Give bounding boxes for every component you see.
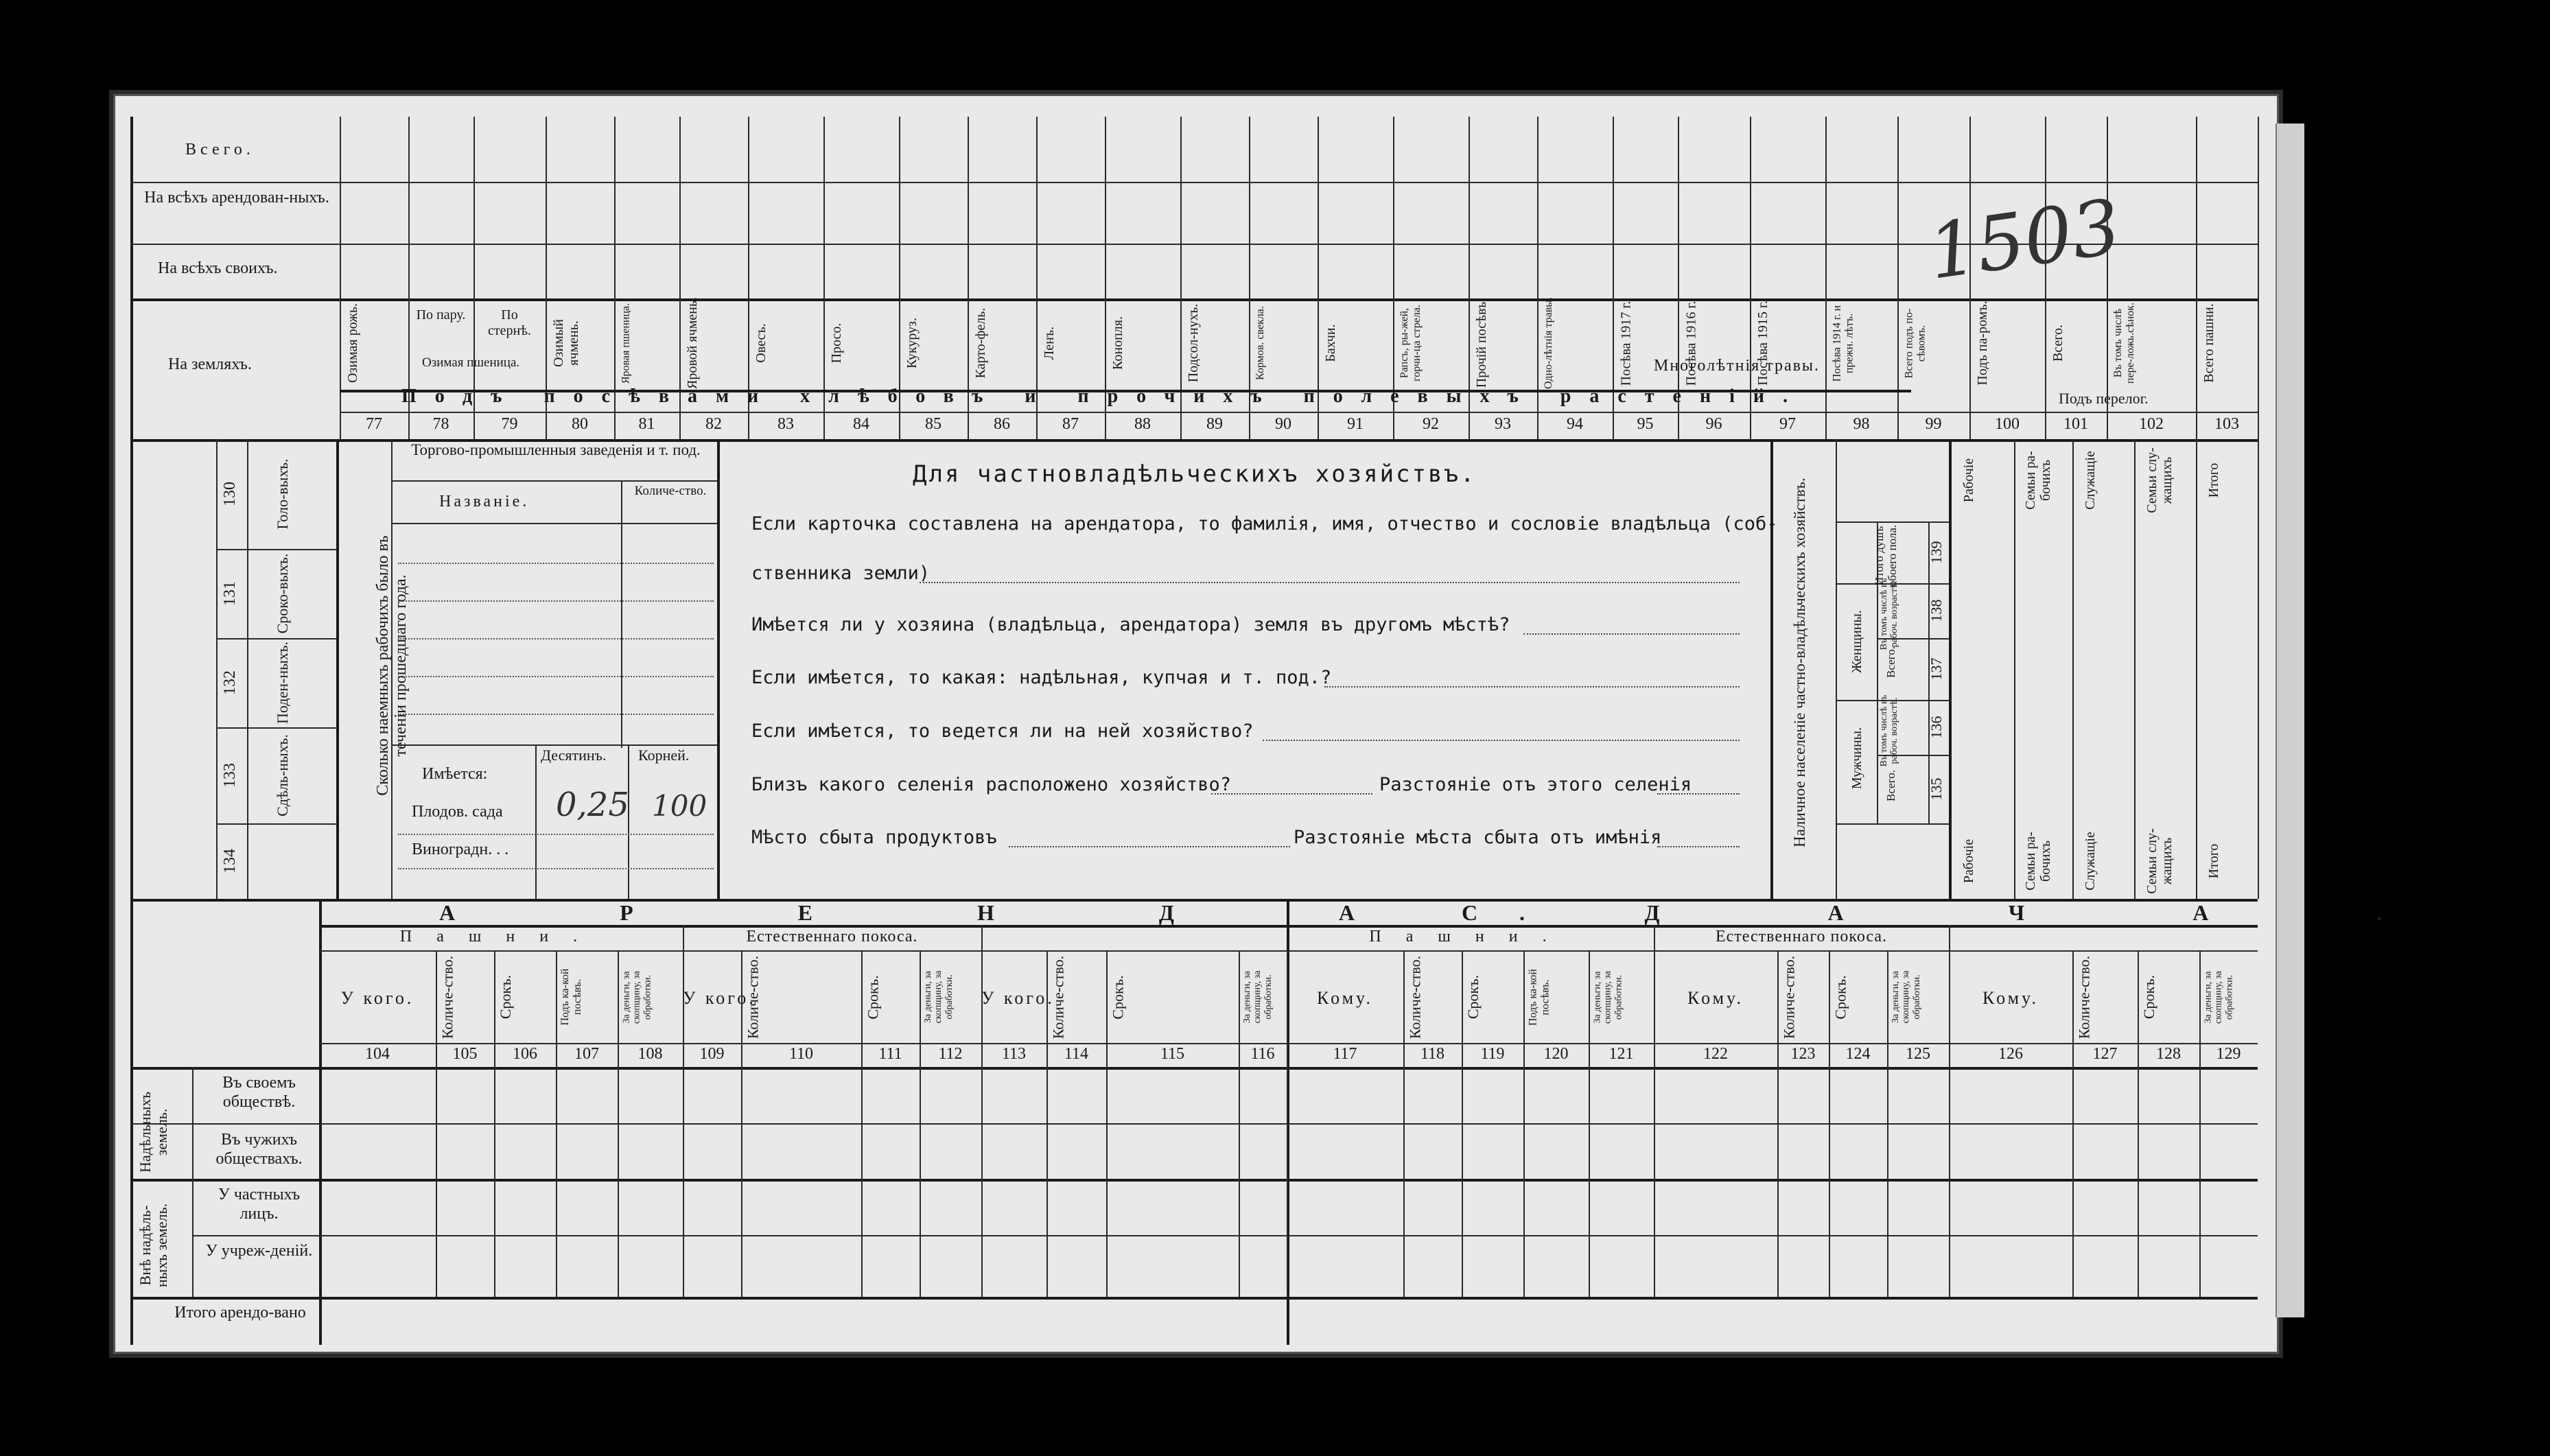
crop-header-96: Посѣва 1916 г.: [1683, 301, 1698, 386]
desyatin-header: Десятинъ.: [541, 747, 607, 764]
col-number-96: 96: [1705, 415, 1722, 433]
crop-header-94: Одно-лѣтнія травы.: [1543, 297, 1554, 389]
crop-header-88: Конопля.: [1110, 316, 1125, 370]
col-number-100: 100: [1995, 415, 2020, 433]
bottom-number-107: 107: [574, 1045, 599, 1063]
bottom-number-110: 110: [788, 1045, 814, 1063]
crop-header-101: Всего.: [2050, 324, 2066, 362]
bottom-number-128: 128: [2156, 1045, 2181, 1063]
bottom-header-126: Кому.: [1982, 988, 2039, 1008]
bottom-number-104: 104: [365, 1045, 390, 1063]
grid-line: [130, 182, 2258, 183]
card-edge: [2276, 124, 2304, 1317]
bottom-number-116: 116: [1250, 1045, 1275, 1063]
pop-col-top-1: Семьи ра-бочихъ: [2022, 451, 2053, 510]
row-v-svoem: Въ своемъ обществѣ.: [222, 1074, 296, 1111]
pop-number-139: 139: [1928, 541, 1945, 564]
dotted-line: [398, 868, 714, 869]
nadelnykh-label: Надѣльныхъ земель.: [137, 1092, 171, 1173]
bottom-number-124: 124: [1845, 1045, 1871, 1063]
group-estestv: Естественнаго покоса.: [746, 928, 918, 946]
trade-qty-header: Количе-ство.: [634, 484, 707, 498]
grid-line: [130, 1123, 2258, 1125]
pop-col-top-3: Семьи слу-жащихъ: [2144, 447, 2175, 513]
grid-line: [2072, 439, 2074, 899]
grid-line: [2258, 117, 2259, 439]
pop-col-bottom-2: Служащіе: [2083, 832, 2098, 891]
grid-line: [130, 1067, 2258, 1070]
grid-line: [683, 925, 684, 950]
crop-header-87: Ленъ.: [1042, 326, 1057, 360]
pop-col-top-2: Служащіе: [2083, 451, 2098, 510]
grid-line: [2014, 439, 2015, 899]
bottom-number-112: 112: [938, 1045, 963, 1063]
plodov-sada-label: Плодов. сада: [412, 803, 503, 821]
grid-line: [1836, 439, 1837, 899]
answer-line[interactable]: [1263, 740, 1740, 741]
pop-col-bottom-0: Рабочіе: [1961, 838, 1976, 884]
col-number-87: 87: [1062, 415, 1079, 433]
bottom-number-129: 129: [2216, 1045, 2241, 1063]
answer-line[interactable]: [1657, 846, 1740, 847]
grid-line: [1887, 950, 1888, 1297]
private-q1: Если карточка составлена на арендатора, то фамилія, имя, отчество и сословіе владѣльца (соб-: [751, 513, 1778, 535]
grid-line: [1654, 950, 1949, 952]
col-number-79: 79: [501, 415, 518, 433]
grid-line: [717, 439, 720, 899]
crop-header-83: Овесъ.: [753, 323, 769, 363]
crop-header-91: Бахчи.: [1323, 324, 1338, 362]
vne-nadelnykh-label: Внѣ надѣль-ныхъ земель.: [137, 1203, 171, 1288]
col-number-89: 89: [1206, 415, 1223, 433]
grid-line: [216, 823, 336, 825]
bottom-number-108: 108: [638, 1045, 663, 1063]
pop-number-137: 137: [1928, 657, 1945, 681]
grid-line: [1106, 950, 1108, 1297]
bottom-header-104: У кого.: [340, 988, 414, 1008]
bottom-header-105: Количе-ство.: [438, 955, 456, 1039]
pop-number-136: 136: [1928, 716, 1945, 739]
col-number-91: 91: [1347, 415, 1364, 433]
pop-number-138: 138: [1928, 599, 1945, 622]
grid-line: [130, 1179, 2258, 1182]
worker-col-number-131: 131: [221, 581, 239, 606]
row-itogo-arend: Итого арендо-вано: [174, 1304, 306, 1322]
col-number-94: 94: [1567, 415, 1583, 433]
answer-line[interactable]: [1009, 846, 1290, 847]
grid-line: [1462, 950, 1463, 1297]
grid-line: [391, 480, 717, 482]
col-number-101: 101: [2063, 415, 2088, 433]
crop-header-84: Просо.: [829, 322, 844, 364]
bottom-number-111: 111: [878, 1045, 902, 1063]
zhenshchiny-label: Женщины.: [1849, 610, 1864, 673]
bottom-header-111: Срокъ.: [864, 974, 881, 1020]
m-vsego-label: Всего.: [1884, 770, 1897, 801]
handwritten-desyatin: 0,25: [556, 786, 629, 824]
col-number-103: 103: [2214, 415, 2239, 433]
grid-line: [192, 1235, 2258, 1236]
arenda-banner: АРЕНДА.: [439, 900, 1690, 925]
col-number-80: 80: [572, 415, 588, 433]
dotted-line: [398, 834, 714, 835]
private-q5b: Разстояніе отъ этого селенія: [1379, 774, 1692, 795]
crop-header-81: Яровая пшеница.: [620, 303, 631, 384]
grid-line: [216, 549, 336, 550]
zh-rab-label: Въ томъ числѣ въ рабоч. возрастѣ.: [1879, 578, 1900, 650]
crop-header-89: Подсол-нухъ.: [1186, 303, 1201, 383]
bottom-number-118: 118: [1420, 1045, 1445, 1063]
col-number-97: 97: [1779, 415, 1796, 433]
group-pashni-sd: Пашни.: [1369, 928, 1571, 946]
crop-header-85: Кукуруз.: [904, 318, 920, 368]
grid-line: [391, 523, 717, 524]
grid-line: [216, 638, 336, 639]
grid-line: [2138, 950, 2139, 1297]
crop-header-99: Всего подъ по-сѣвомъ.: [1903, 308, 1927, 378]
col-number-81: 81: [638, 415, 655, 433]
workers-question: Сколько наемныхъ рабочихъ было въ теченіи прошедшаго года.: [374, 535, 410, 796]
bottom-header-129: За деньги, за скопщину, за обработки.: [2203, 970, 2234, 1024]
grid-line: [1589, 950, 1590, 1297]
pop-col-top-4: Итого: [2206, 462, 2221, 498]
grid-line: [494, 950, 495, 1297]
col-number-90: 90: [1275, 415, 1291, 433]
col-number-86: 86: [994, 415, 1010, 433]
grid-line: [2199, 950, 2201, 1297]
grid-line: [556, 950, 557, 1297]
bottom-header-106: Срокъ.: [497, 974, 514, 1020]
col-number-88: 88: [1134, 415, 1151, 433]
crop-header-100: Подъ па-ромъ.: [1975, 301, 1990, 386]
bottom-number-109: 109: [699, 1045, 725, 1063]
grid-line: [618, 950, 619, 1297]
crop-header-102: Въ томъ числѣ пере-ложь.сѣнок.: [2112, 302, 2136, 384]
private-q1b: ственника земли): [751, 563, 931, 584]
bottom-number-105: 105: [452, 1045, 478, 1063]
crop-header-79: По стернѣ.: [487, 307, 532, 338]
grid-line: [1770, 439, 1773, 899]
vinograd-label: Виноградн. . .: [412, 841, 509, 858]
bottom-header-118: Количе-ство.: [1406, 955, 1423, 1039]
grid-line: [2196, 117, 2197, 439]
pop-col-bottom-4: Итого: [2206, 843, 2221, 879]
worker-col-number-134: 134: [221, 849, 239, 873]
crop-header-93: Прочій посѣвъ.: [1474, 298, 1489, 388]
grid-line: [981, 925, 983, 950]
bottom-number-114: 114: [1064, 1045, 1089, 1063]
grid-line: [130, 1297, 2258, 1300]
grid-line: [319, 1043, 2258, 1044]
private-q6a: Мѣсто сбыта продуктовъ: [751, 827, 997, 848]
trade-title: Торгово-промышленныя заведенія и т. под.: [411, 441, 701, 458]
grid-line: [247, 439, 248, 899]
col-number-78: 78: [432, 415, 449, 433]
col-number-85: 85: [925, 415, 941, 433]
row-label-arend: На всѣхъ арендован-ныхъ.: [144, 189, 329, 207]
col-number-82: 82: [705, 415, 722, 433]
worker-col-131: Сроко-выхъ.: [274, 553, 291, 634]
pop-col-top-0: Рабочіе: [1961, 458, 1976, 503]
handwritten-card-number: 1503: [1923, 183, 2126, 296]
grid-line: [2196, 439, 2197, 899]
grid-line: [336, 439, 339, 899]
crop-header-92: Рапсъ, ры-жей, горчи-ца стрела.: [1399, 305, 1423, 381]
bottom-number-126: 126: [1998, 1045, 2023, 1063]
bottom-header-115: Срокъ.: [1109, 974, 1126, 1020]
grid-line: [1403, 950, 1405, 1297]
group-pashni: Пашни.: [399, 928, 603, 946]
grid-line: [920, 950, 921, 1297]
crop-header-95: Посѣва 1917 г.: [1618, 301, 1633, 386]
grid-line: [319, 899, 322, 1345]
crop-header-86: Карто-фель.: [973, 307, 988, 379]
worker-col-number-133: 133: [221, 763, 239, 788]
grid-line: [1836, 823, 1949, 825]
bottom-number-119: 119: [1480, 1045, 1505, 1063]
grid-line: [216, 727, 336, 729]
bottom-header-121: За деньги, за скопщину, за обработки.: [1592, 970, 1624, 1024]
worker-col-132: Поден-ныхъ.: [274, 642, 291, 724]
row-v-chuzhikh: Въ чужихъ обществахъ.: [215, 1131, 303, 1168]
grid-line: [1523, 950, 1525, 1297]
answer-line[interactable]: [1657, 793, 1740, 795]
bottom-number-117: 117: [1333, 1045, 1357, 1063]
pop-col-bottom-3: Семьи слу-жащихъ: [2144, 828, 2175, 894]
answer-line[interactable]: [1211, 793, 1372, 795]
private-q3: Если имѣется, то какая: надѣльная, купчая и т. под.?: [751, 667, 1332, 688]
bottom-header-113: У кого.: [981, 988, 1055, 1008]
private-title: Для частновладѣльческихъ хозяйствъ.: [913, 460, 1477, 488]
pod-posevami-banner: Подъ посѣвами хлѣбовъ и прочихъ полевыхъ растеній.: [401, 386, 1807, 407]
bottom-number-122: 122: [1703, 1045, 1728, 1063]
grid-line: [1829, 950, 1830, 1297]
worker-col-133: Сдѣль-ныхъ.: [274, 734, 291, 817]
bottom-header-128: Срокъ.: [2140, 974, 2157, 1020]
bottom-header-112: За деньги, за скопщину, за обработки.: [923, 970, 955, 1024]
crop-header-80: Озимый ячмень.: [551, 319, 581, 367]
grid-line: [436, 950, 437, 1297]
crop-header-97: Посѣва 1915 г.: [1755, 301, 1770, 386]
grid-line: [216, 439, 218, 899]
bottom-number-113: 113: [1001, 1045, 1027, 1063]
bottom-header-110: Количе-ство.: [744, 955, 761, 1039]
worker-col-130: Голо-выхъ.: [274, 458, 291, 530]
crop-header-90: Кормов. свекла.: [1254, 306, 1266, 380]
crop-header-103: Всего пашни.: [2201, 303, 2216, 383]
bottom-header-107: Подъ ка-кой посѣвъ.: [559, 968, 583, 1026]
col-number-98: 98: [1853, 415, 1870, 433]
grid-line: [861, 950, 863, 1297]
crop-header-82: Яровой ячмень.: [685, 297, 700, 389]
private-q5a: Близъ какого селенія расположено хозяйство?: [751, 774, 1231, 795]
grid-line: [621, 480, 622, 748]
bottom-header-109: У кого.: [683, 988, 756, 1008]
bottom-header-123: Количе-ство.: [1780, 955, 1797, 1039]
grid-line: [1949, 925, 1950, 950]
dotted-line: [398, 638, 714, 639]
bottom-number-120: 120: [1543, 1045, 1569, 1063]
bottom-header-125: За деньги, за скопщину, за обработки.: [1891, 970, 1922, 1024]
pod-perelog-label: Подъ перелог.: [2059, 390, 2149, 407]
col-number-92: 92: [1423, 415, 1439, 433]
private-q6b: Разстояніе мѣста сбыта отъ имѣнія: [1294, 827, 1662, 848]
grid-line: [319, 950, 683, 952]
bottom-header-108: За деньги, за скопщину, за обработки.: [621, 970, 653, 1024]
grid-line: [2072, 950, 2074, 1297]
handwritten-korney: 100: [652, 789, 707, 823]
bottom-number-123: 123: [1790, 1045, 1816, 1063]
answer-line[interactable]: [920, 582, 1740, 583]
row-label-zemlyakh: На земляхъ.: [168, 355, 252, 373]
bottom-header-116: За деньги, за скопщину, за обработки.: [1242, 970, 1274, 1024]
bottom-number-121: 121: [1609, 1045, 1634, 1063]
bottom-number-106: 106: [513, 1045, 537, 1063]
mnogoletnie-label: Многолѣтнія травы.: [1654, 357, 1821, 375]
korney-header: Корней.: [638, 747, 690, 764]
bottom-header-119: Срокъ.: [1464, 974, 1482, 1020]
bottom-number-115: 115: [1160, 1045, 1185, 1063]
pop-col-bottom-1: Семьи ра-бочихъ: [2022, 832, 2053, 891]
grid-line: [2134, 439, 2136, 899]
row-u-uchrezh: У учреж-деній.: [205, 1242, 313, 1260]
grid-line: [1287, 950, 1654, 952]
col-number-84: 84: [853, 415, 869, 433]
private-q4: Если имѣется, то ведется ли на ней хозяйство?: [751, 720, 1254, 742]
ozimaya-pshenitsa-label: Озимая пшеница.: [422, 355, 520, 370]
answer-line[interactable]: [1324, 686, 1740, 688]
worker-col-number-132: 132: [221, 670, 239, 695]
bottom-header-122: Кому.: [1687, 988, 1744, 1008]
itogo-dush-label: Итого душъ обоего пола.: [1873, 524, 1899, 587]
bottom-number-127: 127: [2092, 1045, 2118, 1063]
crop-header-77: Озимая рожь.: [345, 303, 360, 384]
sdacha-banner: СДАЧА.: [1462, 900, 2550, 925]
group-estestv-sd: Естественнаго покоса.: [1715, 928, 1888, 946]
bottom-header-114: Количе-ство.: [1049, 955, 1066, 1039]
col-number-77: 77: [366, 415, 382, 433]
col-number-95: 95: [1637, 415, 1654, 433]
answer-line[interactable]: [1523, 633, 1740, 635]
zh-vsego-label: Всего.: [1884, 646, 1897, 678]
pop-number-135: 135: [1928, 777, 1945, 801]
crop-header-98: Посѣва 1914 г. и прежн. лѣтъ.: [1831, 305, 1855, 381]
row-u-chastnykh: У частныхъ лицъ.: [218, 1186, 301, 1223]
private-q2: Имѣется ли у хозяина (владѣльца, арендатора) земля въ другомъ мѣстѣ?: [751, 614, 1510, 635]
bottom-number-125: 125: [1906, 1045, 1930, 1063]
bottom-header-117: Кому.: [1317, 988, 1373, 1008]
dotted-line: [398, 676, 714, 677]
grid-line: [192, 1067, 194, 1297]
row-label-svoikh: На всѣхъ своихъ.: [158, 259, 278, 277]
grid-line: [683, 950, 981, 952]
population-label: Наличное населеніе частно-владѣльческихъ хозяйствъ.: [1791, 478, 1808, 847]
worker-col-number-130: 130: [221, 482, 239, 506]
col-number-83: 83: [777, 415, 794, 433]
m-rab-label: Въ томъ числѣ въ рабоч. возрастѣ.: [1879, 694, 1900, 767]
muzhchiny-label: Мужчины.: [1849, 727, 1864, 790]
dotted-line: [398, 600, 714, 602]
grid-line: [2258, 439, 2259, 899]
grid-line: [391, 744, 717, 746]
crop-header-78: По пару.: [416, 307, 466, 322]
bottom-header-120: Подъ ка-кой посѣвъ.: [1527, 968, 1551, 1026]
grid-line: [1777, 950, 1779, 1297]
col-number-99: 99: [1925, 415, 1942, 433]
bottom-header-124: Срокъ.: [1832, 974, 1849, 1020]
bottom-header-127: Количе-ство.: [2075, 955, 2092, 1039]
col-number-102: 102: [2139, 415, 2164, 433]
grid-line: [1239, 950, 1240, 1297]
grid-line: [1654, 925, 1655, 950]
grid-line: [535, 744, 537, 899]
col-number-93: 93: [1495, 415, 1511, 433]
trade-name-header: Названіе.: [439, 493, 530, 510]
dotted-line: [398, 563, 714, 564]
grid-line: [1949, 439, 1952, 899]
row-label-vsego: Всего.: [185, 141, 255, 158]
dotted-line: [398, 714, 714, 715]
imeetsya-label: Имѣется:: [422, 765, 488, 783]
